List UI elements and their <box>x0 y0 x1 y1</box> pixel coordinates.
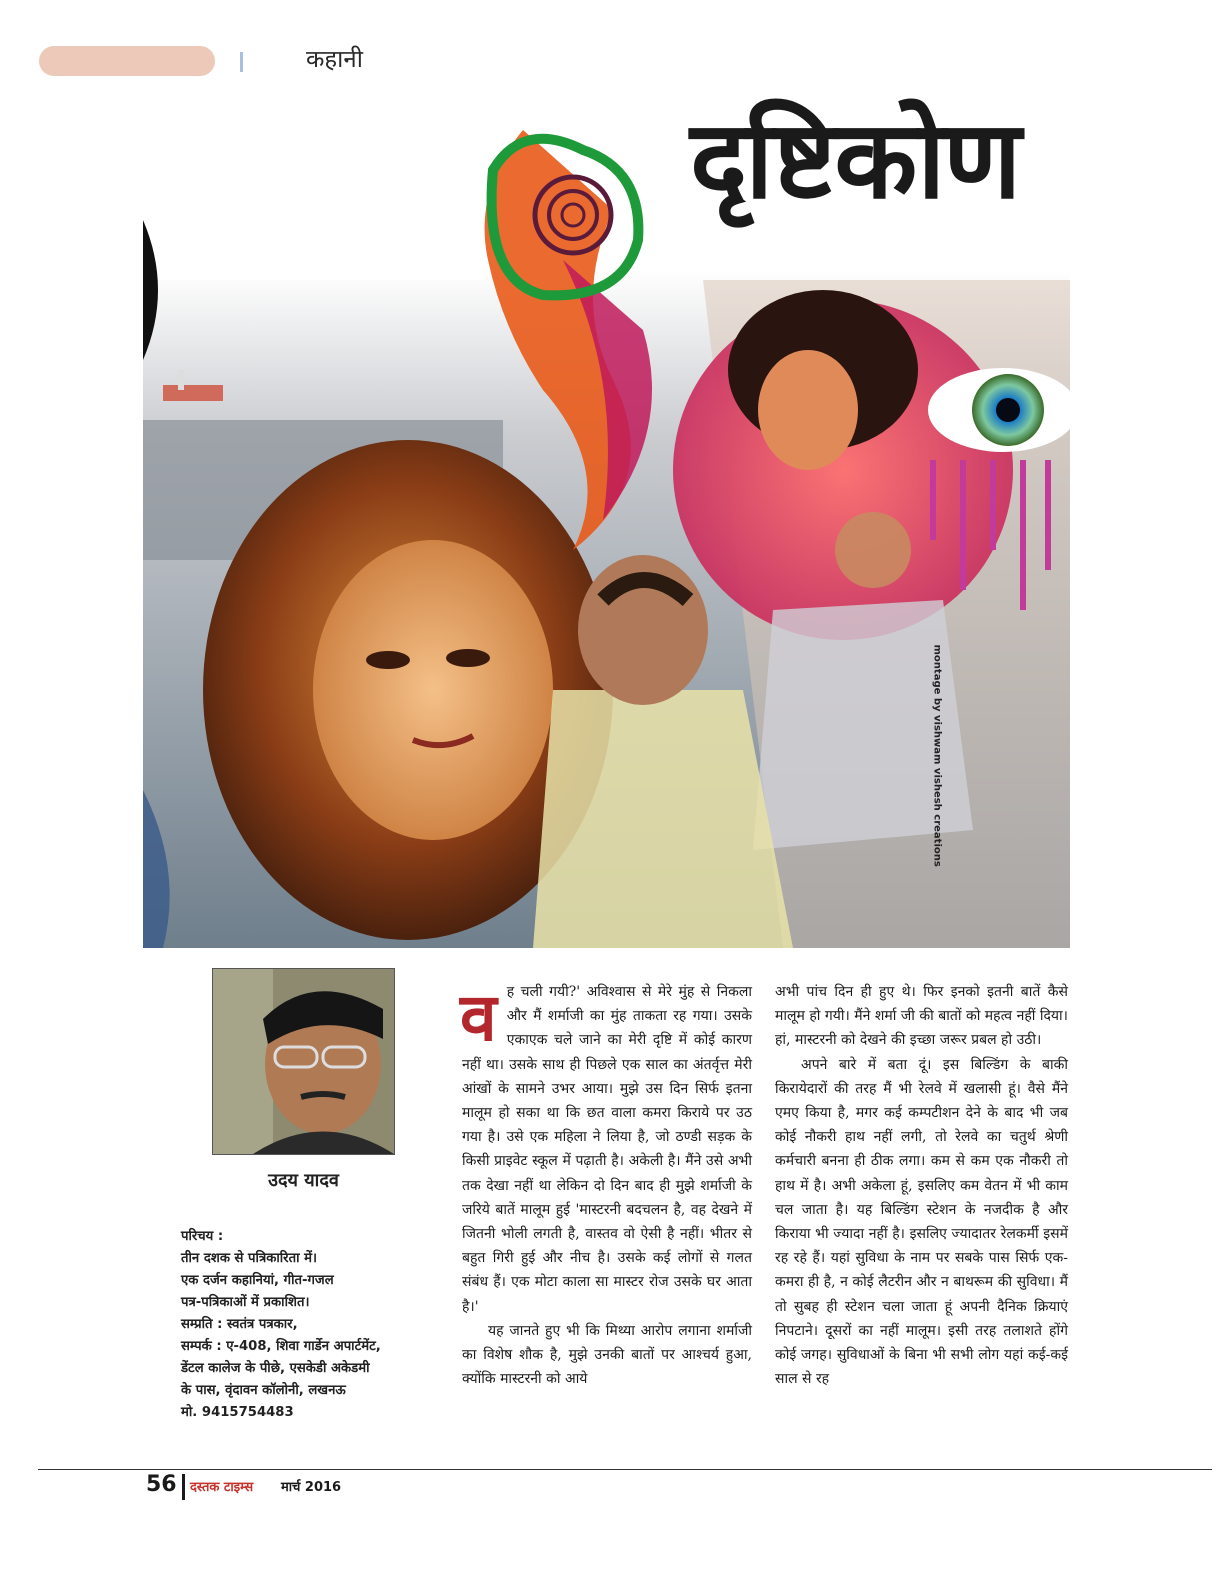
issue-date: मार्च 2016 <box>281 1480 342 1495</box>
bio-line: परिचय : <box>181 1229 224 1244</box>
article-column-1 <box>462 980 752 1391</box>
header-divider <box>240 52 243 72</box>
drop-cap: व <box>460 978 497 1056</box>
bio-line: पत्र-पत्रिकाओं में प्रकाशित। <box>181 1295 310 1310</box>
magazine-name: दस्तक टाइम्स <box>190 1480 254 1495</box>
bio-line: डेंटल कालेज के पीछे, एसकेडी अकेडमी <box>181 1361 370 1376</box>
article-paragraph: अपने बारे में बता दूं। इस बिल्डिंग के बाकी किरायेदारों की तरह मैं भी रेलवे में खलासी हूं। वैसे मैंने एमए किया है, मगर कई कम्पटीशन देने के बाद भी जब कोई नौकरी हाथ नहीं लगी, तो रेलवे का चतुर्थ श्रेणी कर्मचारी बनना ही ठीक लगा। कम से कम एक नौकरी तो हाथ में है। अभी अकेला हूं, इसलिए कम वेतन में भी काम चल जाता है। यह बिल्डिंग स्टेशन के नजदीक है और किराया भी ज्यादा नहीं है। इसलिए ज्यादातर रेलकर्मी इसमें रह रहे हैं। यहां सुविधा के नाम पर सबके पास सिर्फ एक-कमरा ही है, न कोई लैटरीन और न बाथरूम की सुविधा। मैं तो सुबह ही स्टेशन चला जाता हूं अपनी दैनिक क्रियाएं निपटाने। दूसरों का नहीं मालूम। इसी तरह तलाशते होंगे कोई जगह। सुविधाओं के बिना भी सभी लोग यहां कई-कई साल से रह <box>775 1056 1068 1388</box>
bio-line: सम्पर्क : ए-408, शिवा गार्डेन अपार्टमेंट, <box>181 1339 381 1354</box>
article-column-2 <box>775 980 1068 1391</box>
section-label: कहानी <box>306 45 363 73</box>
footer-divider <box>182 1474 185 1500</box>
illustration-credit: montage by vishwam vishesh creations <box>931 644 943 867</box>
bio-line: सम्प्रति : स्वतंत्र पत्रकार, <box>181 1317 298 1332</box>
bio-line: मो. 9415754483 <box>181 1405 294 1420</box>
bio-line: एक दर्जन कहानियां, गीत-गजल <box>181 1273 334 1288</box>
author-bio <box>181 1226 411 1424</box>
author-photo <box>212 968 395 1155</box>
bio-line: तीन दशक से पत्रिकारिता में। <box>181 1251 317 1266</box>
article-paragraph: ह चली गयी?' अविश्वास से मेरे मुंह से निकला और मैं शर्माजी का मुंह ताकता रह गया। उसके एकाएक चले जाने का मेरी दृष्टि में कोई कारण नहीं था। उसके साथ ही पिछले एक साल का अंतर्वृत्त मेरी आंखों के सामने उभर आया। मुझे उस दिन सिर्फ इतना मालूम हो सका था कि छत वाला कमरा किराये पर उठ गया है। उसे एक महिला ने लिया है, जो ठण्डी सड़क के किसी प्राइवेट स्कूल में पढ़ाती है। अकेली है। मैंने उसे अभी तक देखा नहीं था लेकिन दो दिन बाद ही मुझे शर्माजी के जरिये बातें मालूम हुई 'मास्टरनी बदचलन है, वह देखने में जितनी भोली लगती है, वास्तव वो ऐसी है नहीं। भीतर से बहुत गिरी हुई और नीच है। उसके कई लोगों से गलत संबंध हैं। एक मोटा काला सा मास्टर रोज उसके घर आता है।' <box>462 984 752 1315</box>
article-paragraph: अभी पांच दिन ही हुए थे। फिर इनको इतनी बातें कैसे मालूम हो गयी। मैंने शर्मा जी की बातों को महत्व नहीं दिया। हां, मास्टरनी को देखने की इच्छा जरूर प्रबल हो उठी। <box>775 984 1068 1049</box>
article-paragraph: यह जानते हुए भी कि मिथ्या आरोप लगाना शर्माजी का विशेष शौक है, मुझे उनकी बातों पर आश्चर्य हुआ, क्योंकि मास्टरनी को आये <box>462 1322 752 1388</box>
bio-line: के पास, वृंदावन कॉलोनी, लखनऊ <box>181 1383 346 1398</box>
page-number: 56 <box>146 1472 177 1497</box>
header-decoration-pill <box>39 46 215 76</box>
story-title: दृष्टिकोण <box>690 98 1020 223</box>
author-name: उदय यादव <box>268 1170 339 1191</box>
footer-rule <box>38 1469 1212 1470</box>
author-portrait-image <box>213 969 394 1154</box>
